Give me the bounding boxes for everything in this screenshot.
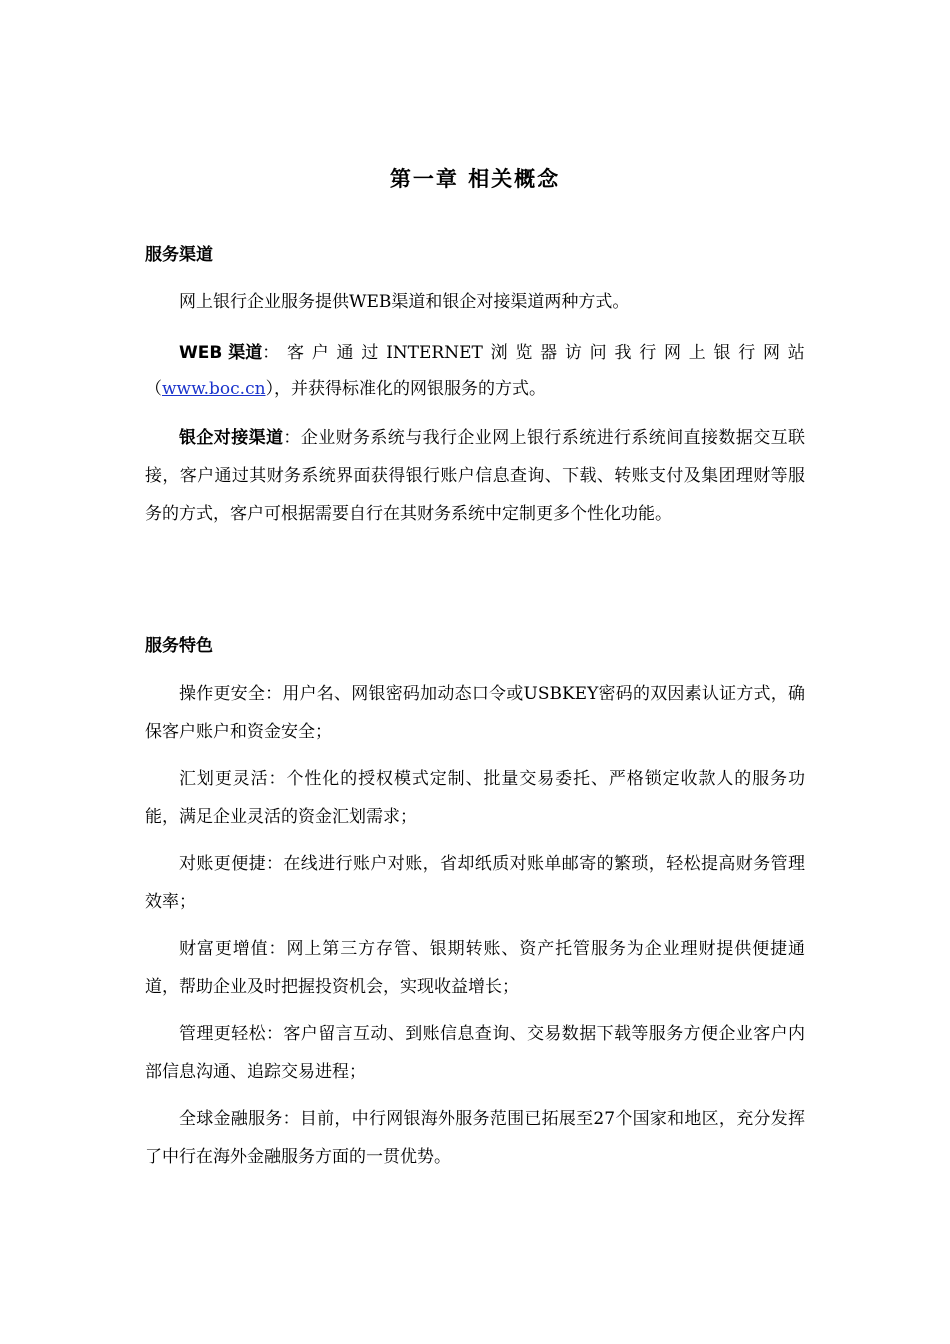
web-word: INTERNET xyxy=(386,343,483,363)
web-word: 器 xyxy=(540,343,558,363)
web-word: 客 xyxy=(287,343,305,363)
web-channel-term xyxy=(179,334,279,372)
paragraph-intro: 网上银行企业服务提供WEB渠道和银企对接渠道两种方式。 xyxy=(179,292,630,312)
web-word: 上 xyxy=(688,343,706,363)
boc-website-link[interactable]: www.boc.cn xyxy=(162,379,266,399)
open-paren: （ xyxy=(145,379,162,399)
paragraph-bank-enterprise-channel xyxy=(145,419,805,533)
chapter-title: 第一章 相关概念 xyxy=(389,167,561,191)
web-word: 银 xyxy=(713,343,731,363)
section-heading-service-features: 服务特色 xyxy=(145,636,213,656)
web-word: 通 xyxy=(336,343,354,363)
paragraph-web-channel-line2 xyxy=(145,370,805,408)
web-word: 站 xyxy=(787,343,805,363)
section-heading-service-channels: 服务渠道 xyxy=(145,245,213,265)
web-term-sep: ： xyxy=(262,343,280,363)
feature-item: 财富更增值：网上第三方存管、银期转账、资产托管服务为企业理财提供便捷通道，帮助企业及时把握投资机会，实现收益增长； xyxy=(145,939,805,997)
web-word: 行 xyxy=(639,343,657,363)
web-word: 户 xyxy=(311,343,329,363)
feature-item: 全球金融服务：目前，中行网银海外服务范围已拓展至27个国家和地区，充分发挥了中行在海外金融服务方面的一贯优势。 xyxy=(145,1109,805,1167)
bank-channel-text: 企业财务系统与我行企业网上银行系统进行系统间直接数据交互联接，客户通过其财务系统界面获得银行账户信息查询、下载、转账支付及集团理财等服务的方式，客户可根据需要自行在其财务系统中定制更多个性化功能。 xyxy=(145,428,806,524)
feature-item: 管理更轻松：客户留言互动、到账信息查询、交易数据下载等服务方便企业客户内部信息沟通、追踪交易进程； xyxy=(145,1024,805,1082)
web-word: 过 xyxy=(361,343,379,363)
web-word: 访 xyxy=(564,343,582,363)
web-word: 浏 xyxy=(490,343,508,363)
web-term-label: WEB 渠道 xyxy=(179,343,263,363)
web-channel-rest: ），并获得标准化的网银服务的方式。 xyxy=(265,379,547,399)
web-word: 行 xyxy=(738,343,756,363)
feature-item: 操作更安全：用户名、网银密码加动态口令或USBKEY密码的双因素认证方式，确保客户账户和资金安全； xyxy=(145,684,805,742)
bank-term-sep: ： xyxy=(283,428,301,448)
feature-item: 汇划更灵活：个性化的授权模式定制、批量交易委托、严格锁定收款人的服务功能，满足企业灵活的资金汇划需求； xyxy=(145,769,805,827)
web-word: 问 xyxy=(589,343,607,363)
web-word: 网 xyxy=(663,343,681,363)
web-word: 我 xyxy=(614,343,632,363)
paragraph-web-channel-line1 xyxy=(145,334,805,372)
web-word: 网 xyxy=(763,343,781,363)
bank-term-label: 银企对接渠道 xyxy=(179,428,284,448)
web-word: 览 xyxy=(515,343,533,363)
feature-item: 对账更便捷：在线进行账户对账，省却纸质对账单邮寄的繁琐，轻松提高财务管理效率； xyxy=(145,854,805,912)
